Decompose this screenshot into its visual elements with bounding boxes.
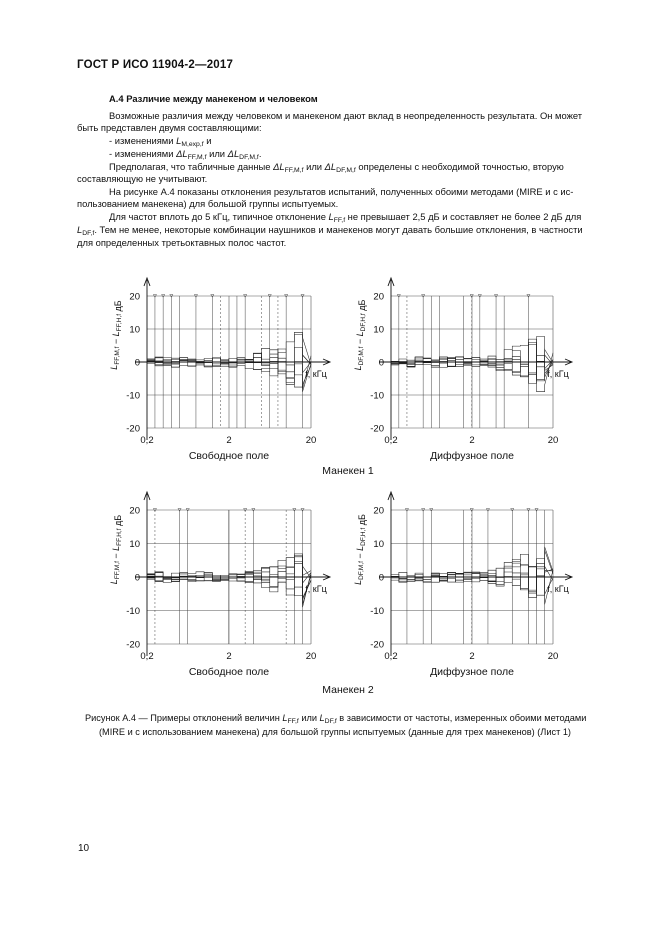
y-axis-label-part: FF,M,f — [114, 561, 121, 580]
paragraph-2-var1: ΔL — [273, 161, 285, 172]
x-tick-label: 0,2 — [140, 435, 154, 446]
y-tick-label: 0 — [378, 572, 384, 584]
x-tick-label: 0,2 — [384, 651, 398, 662]
y-tick-label: -10 — [126, 390, 140, 402]
y-tick-label: -20 — [126, 423, 140, 435]
paragraph-2-sub2: DF,M,f — [336, 167, 356, 174]
paragraph-4-line-2-text: . Тем не менее, некоторые комбинации наушников и манекенов могут давать большие отклонения, в частности — [94, 224, 583, 235]
y-axis-label-part: FF,H,f — [116, 528, 123, 546]
y-axis-label-part: DF,H,f — [360, 313, 367, 332]
paragraph-4-sub: FF,f — [333, 217, 346, 224]
x-tick-label: 0,2 — [384, 435, 398, 446]
y-axis-label-part: − — [355, 550, 365, 562]
paragraph-2-sub1: FF,M,f — [284, 167, 304, 174]
y-axis-label — [109, 300, 123, 369]
caption-text-1: Рисунок А.4 — Примеры отклонений величин — [85, 713, 283, 723]
y-axis-label-part: дБ — [357, 514, 367, 528]
x-axis-label: f, кГц — [547, 584, 569, 594]
plot-panel-4 — [353, 492, 572, 656]
x-tick-label: 0,2 — [140, 651, 154, 662]
paragraph-4-var: L — [328, 211, 334, 222]
y-axis-label-part: DF,M,f — [358, 561, 365, 580]
figure-caption-line-2: (MIRE и с использованием манекена) для большой группы испытуемых (данные для трех манекенов) (Лист 1) — [99, 727, 571, 737]
y-tick-label: 10 — [373, 539, 384, 550]
y-tick-label: -20 — [370, 639, 384, 651]
y-tick-label: -10 — [370, 390, 384, 402]
x-tick-label: 20 — [547, 435, 559, 446]
x-tick-label: 2 — [469, 435, 475, 446]
x-tick-label: 2 — [226, 435, 232, 446]
x-tick-label: 2 — [226, 651, 232, 662]
list-item-1-sub: M,exp,f — [181, 141, 204, 148]
y-axis-label — [109, 515, 123, 584]
y-axis-label-part: L — [109, 579, 119, 585]
y-axis-label-part: дБ — [113, 514, 123, 529]
y-tick-label: 0 — [134, 357, 140, 369]
paragraph-2-text-1: Предполагая, что табличные данные — [109, 161, 274, 172]
paragraph-3-line-1: На рисунке А.4 показаны отклонения результатов испытаний, полученных обоими методами (MIRE и с ис- — [109, 186, 574, 197]
paragraph-4-line-3: для определенных третьоктавных полос частот. — [77, 237, 287, 248]
paragraph-2-mid: или — [303, 161, 325, 172]
y-axis-label-part: L — [111, 545, 121, 551]
document-header: ГОСТ Р ИСО 11904-2—2017 — [77, 59, 234, 71]
section-title: А.4 Различие между манекеном и человеком — [109, 93, 318, 104]
list-item-2-sub2: DF,M,f — [239, 154, 259, 161]
plot-panel-2 — [353, 278, 572, 440]
y-axis-label — [353, 514, 367, 585]
list-item-2-prefix: - изменениями — [109, 148, 177, 159]
paragraph-2-line-2: составляющую не учитывают. — [77, 173, 208, 184]
list-item-2-var2: ΔL — [227, 148, 240, 159]
panel-title: Свободное поле — [188, 666, 270, 678]
panel-title: Диффузное поле — [430, 666, 514, 678]
y-tick-label: 20 — [373, 505, 384, 517]
y-tick-label: 0 — [134, 572, 140, 584]
paragraph-3-line-2: пользованием манекена) для большой группы испытуемых. — [77, 198, 339, 209]
x-tick-label: 2 — [469, 651, 475, 662]
y-axis-label-part: L — [353, 579, 363, 585]
caption-var1: L — [282, 713, 288, 723]
y-tick-label: 20 — [129, 505, 140, 517]
y-axis-label-part: L — [111, 331, 121, 337]
row-label-manekin-2: Манекен 2 — [322, 684, 374, 696]
y-tick-label: 20 — [129, 291, 140, 303]
y-axis-label-part: L — [109, 364, 119, 370]
y-axis-label-part: дБ — [113, 300, 123, 314]
caption-sub2: DF,f — [324, 718, 337, 725]
y-axis-label — [353, 300, 367, 371]
x-tick-label: 20 — [547, 651, 559, 662]
y-axis-label-part: DF,H,f — [360, 527, 367, 546]
list-item-1-suffix: и — [203, 135, 212, 146]
list-item-1-var: L — [176, 135, 182, 146]
y-axis-label-part: L — [355, 545, 365, 551]
y-axis-label-part: L — [353, 365, 363, 371]
paragraph-2-var2: ΔL — [324, 161, 337, 172]
y-tick-label: -10 — [126, 606, 140, 617]
paragraph-1-line-1: Возможные различия между человеком и манекеном дают вклад в неопределенность результата. Он может — [109, 110, 583, 121]
caption-text-2: в зависимости от частоты, измеренных обоими методами — [336, 713, 587, 723]
x-axis-label: f, кГц — [305, 369, 327, 379]
y-axis-label-part: − — [111, 550, 121, 562]
y-tick-label: 10 — [129, 324, 140, 336]
plot-panel-3 — [109, 492, 330, 656]
figure-caption-line-1 — [85, 712, 586, 726]
y-axis-label-part: FF,M,f — [114, 346, 121, 365]
x-axis-label: f, кГц — [305, 584, 327, 594]
y-axis-label-part: L — [355, 331, 365, 337]
y-tick-label: -20 — [126, 639, 140, 651]
y-axis-label-part: FF,H,f — [116, 313, 123, 332]
page-number: 10 — [78, 843, 90, 854]
row-label-manekin-1: Манекен 1 — [322, 465, 374, 477]
x-tick-label: 20 — [305, 435, 317, 446]
caption-mid: или — [298, 713, 320, 723]
list-item-2-mid: или — [206, 148, 228, 159]
list-item-1-prefix: - изменениями — [109, 135, 177, 146]
paragraph-4-line-2-sub: DF,f — [82, 230, 95, 237]
panel-title: Свободное поле — [188, 450, 270, 462]
y-axis-label-part: − — [111, 336, 121, 347]
y-tick-label: 10 — [373, 324, 384, 336]
paragraph-4-line-2-var: L — [77, 224, 83, 235]
paragraph-2-text-2: определены с необходимой точностью, вторую — [355, 161, 564, 172]
paragraph-1-line-2: быть представлен двумя составляющими: — [77, 122, 262, 133]
y-tick-label: -20 — [370, 423, 384, 435]
caption-var2: L — [319, 713, 325, 723]
y-tick-label: 10 — [129, 539, 140, 550]
paragraph-4-text-1: Для частот вплоть до 5 кГц, типичное отклонение — [109, 211, 329, 222]
list-item-2-var1: ΔL — [176, 148, 188, 159]
y-axis-label-part: DF,M,f — [358, 346, 365, 366]
paragraph-4-text-2: не превышает 2,5 дБ и составляет не более 2 дБ для — [345, 211, 582, 222]
panel-title: Диффузное поле — [430, 450, 514, 462]
x-tick-label: 20 — [305, 651, 317, 662]
list-item-2-suffix: . — [258, 148, 262, 159]
list-item-2-sub1: FF,M,f — [187, 154, 207, 161]
y-tick-label: 20 — [373, 291, 384, 303]
y-axis-label-part: − — [355, 336, 365, 347]
x-axis-label: f, кГц — [547, 369, 569, 379]
y-tick-label: 0 — [378, 357, 384, 369]
plot-panel-1 — [109, 278, 330, 440]
caption-sub1: FF,f — [287, 718, 299, 725]
y-axis-label-part: дБ — [357, 299, 367, 314]
y-tick-label: -10 — [370, 606, 384, 617]
